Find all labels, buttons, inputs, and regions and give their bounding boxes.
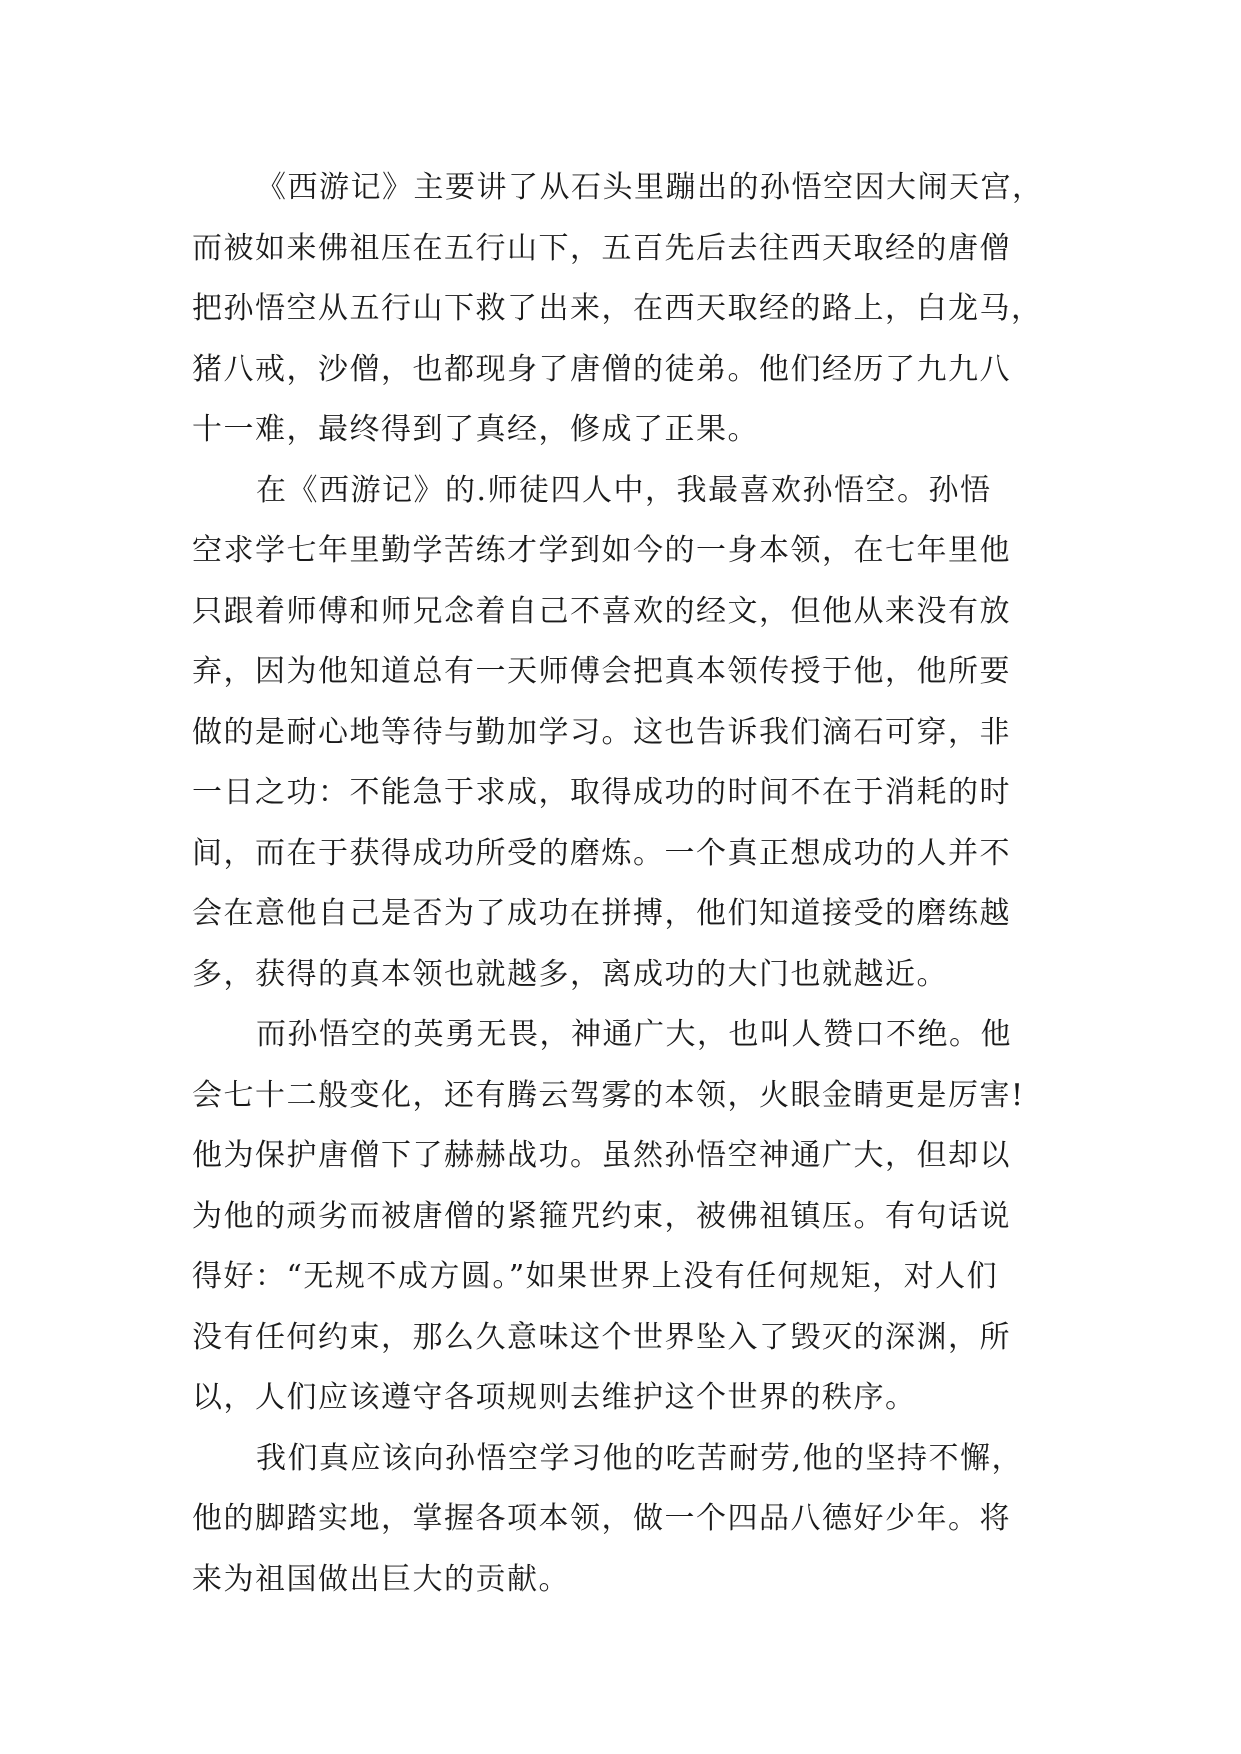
paragraph-line: 得好：“无规不成方圆。”如果世界上没有任何规矩，对人们 — [192, 1259, 999, 1294]
paragraph-line: 来为祖国做出巨大的贡献。 — [192, 1561, 570, 1597]
paragraph-1 — [192, 158, 1052, 461]
paragraph-line: 而孙悟空的英勇无畏，神通广大，也叫人赞口不绝。他 — [256, 1017, 1012, 1052]
paragraph-line: 《西游记》主要讲了从石头里蹦出的孙悟空因大闹天宫， — [256, 170, 1044, 205]
paragraph-line: 多，获得的真本领也就越多，离成功的大门也就越近。 — [192, 956, 948, 992]
paragraph-line: 而被如来佛祖压在五行山下，五百先后去往西天取经的唐僧 — [192, 230, 1011, 266]
paragraph-line: 我们真应该向孙悟空学习他的吃苦耐劳,他的坚持不懈， — [256, 1440, 1024, 1476]
paragraph-line: 在《西游记》的.师徒四人中，我最喜欢孙悟空。孙悟 — [256, 472, 992, 508]
paragraph-line: 会在意他自己是否为了成功在拼搏，他们知道接受的磨练越 — [192, 896, 1011, 931]
paragraph-line: 一日之功：不能急于求成，取得成功的时间不在于消耗的时 — [192, 775, 1011, 810]
paragraph-4 — [192, 1429, 1052, 1611]
essay-body — [192, 158, 1052, 1610]
paragraph-line: 为他的顽劣而被唐僧的紧箍咒约束，被佛祖镇压。有句话说 — [192, 1198, 1011, 1234]
paragraph-line: 十一难，最终得到了真经，修成了正果。 — [192, 412, 759, 447]
paragraph-line: 他的脚踏实地，掌握各项本领，做一个四品八德好少年。将 — [192, 1501, 1011, 1536]
paragraph-line: 没有任何约束，那么久意味这个世界坠入了毁灭的深渊，所 — [192, 1319, 1011, 1355]
paragraph-line: 空求学七年里勤学苦练才学到如今的一身本领，在七年里他 — [192, 533, 1011, 568]
paragraph-line: 弃，因为他知道总有一天师傅会把真本领传授于他，他所要 — [192, 654, 1011, 689]
paragraph-line: 会七十二般变化，还有腾云驾雾的本领，火眼金睛更是厉害! — [192, 1077, 1025, 1113]
paragraph-line: 间，而在于获得成功所受的磨炼。一个真正想成功的人并不 — [192, 835, 1011, 871]
paragraph-line: 做的是耐心地等待与勤加学习。这也告诉我们滴石可穿，非 — [192, 714, 1011, 750]
paragraph-line: 猪八戒，沙僧，也都现身了唐僧的徒弟。他们经历了九九八 — [192, 351, 1011, 387]
paragraph-line: 只跟着师傅和师兄念着自己不喜欢的经文，但他从来没有放 — [192, 593, 1011, 629]
paragraph-line: 把孙悟空从五行山下救了出来，在西天取经的路上，白龙马， — [192, 291, 1043, 326]
paragraph-3 — [192, 1005, 1052, 1429]
paragraph-line: 以，人们应该遵守各项规则去维护这个世界的秩序。 — [192, 1380, 917, 1415]
paragraph-line: 他为保护唐僧下了赫赫战功。虽然孙悟空神通广大，但却以 — [192, 1138, 1011, 1173]
paragraph-2 — [192, 461, 1052, 1006]
